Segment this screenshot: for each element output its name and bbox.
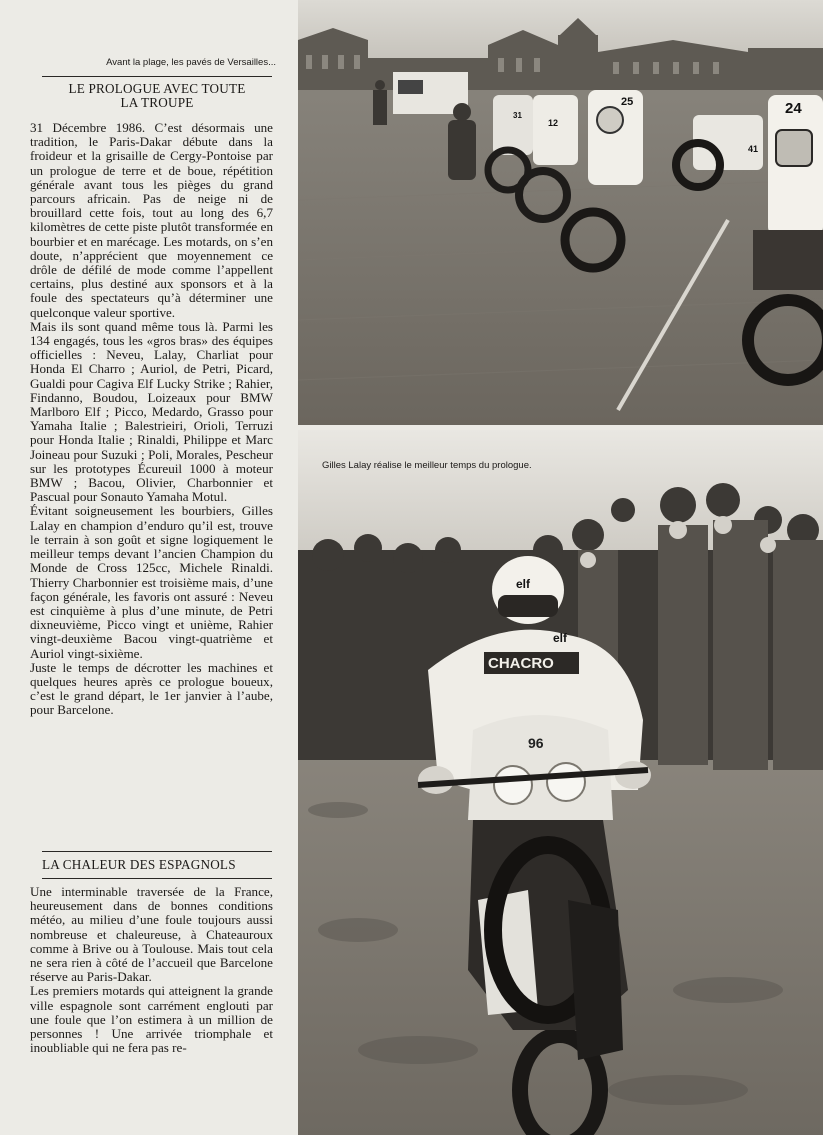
section2-rule-bottom — [42, 878, 272, 879]
sponsor-text: elf — [553, 631, 568, 645]
bib-number-25: 25 — [621, 96, 634, 108]
section1-paragraph-3: Évitant soigneusement les bourbiers, Gilles Lalay en champion d’enduro qu’il est, trouve le terrain à son goût et signe logiquement le meilleur temps devant l’ancien Champion du Monde de Cross 125cc, Michele Rinaldi. Thierry Charbonnier est troisième mais, d’une façon générale, les favoris ont assuré : Neveu est cinquième à plus d’une minute, de Petri dixneuvième, Picco vingt et unième, Rahier vingt-deuxième Bacou vingt-quatrième et Auriol vingt-sixième. — [30, 503, 273, 661]
bib-number-24: 24 — [785, 100, 802, 117]
section1-rule — [42, 76, 272, 77]
photo2-caption: Gilles Lalay réalise le meilleur temps du prologue. — [322, 460, 532, 471]
section1-paragraph-2: Mais ils sont quand même tous là. Parmi les 134 engagés, tous les «gros bras» des équipes officielles : Neveu, Lalay, Charliat pour Honda El Charro ; Auriol, de Petri, Picard, Gualdi pour Cagiva Elf Lucky Strike ; Rahier, Findanno, Boudou, Loizeaux pour BMW Marlboro Elf ; Picco, Medardo, Grasso pour Yamaha Italie ; Balestrieiri, Orioli, Terruzi pour Honda Italie ; Rinaldi, Philippe et Marc Joineau pour Suzuki ; Poli, Morales, Pescheur sur les prototypes Écureuil 1000 à moteur BMW ; Bacou, Olivier, Charbonnier et Pascual pour Sonauto Yamaha Motul. — [30, 318, 273, 505]
section1-paragraph-1: 31 Décembre 1986. C’est désormais une tradition, le Paris-Dakar débute dans la froideur et la grisaille de Cergy-Pontoise par un prologue de terre et de boue, répétition générale avant tous les pièges du grand parcours africain. Pas de neige ni de brouillard cette fois, tout au long des 6,7 kilomètres de cette piste plutôt transformée en bourbier et en marécage. Les motards, on s’en doute, n’apprécient que moyennement ce drôle de défilé de mode comme l’appellent certains, plus destiné aux sponsors et à la foule des spectateurs qu’à déterminer une quelconque valeur sportive. — [30, 120, 273, 320]
bib-number-41: 41 — [748, 144, 759, 154]
section2-paragraph-1: Une interminable traversée de la France, heureusement dans de bonnes conditions météo, au milieu d’une foule toujours aussi nombreuse et chaleureuse, à Chateauroux comme à Brive ou à Toulouse. Mais tout cela ne sera rien à côté de l’accueil que Barcelone réserve au Paris-Dakar. — [30, 884, 273, 985]
versailles-motorcycles-photo — [298, 0, 823, 425]
section2-body — [30, 885, 273, 1055]
section1-heading-line1: LE PROLOGUE AVEC TOUTE — [68, 81, 246, 96]
lalay-wheelie-photo — [298, 430, 823, 1135]
bib-number-12: 12 — [548, 118, 559, 128]
section1-heading — [42, 82, 272, 110]
bib-number-31: 31 — [513, 111, 522, 120]
section1-body — [30, 121, 273, 718]
text-column — [30, 0, 282, 1135]
bike-number: 96 — [528, 735, 544, 751]
jersey-text: CHACRO — [488, 655, 554, 672]
section1-heading-line2: LA TROUPE — [120, 95, 194, 110]
top-caption: Avant la plage, les pavés de Versailles... — [106, 57, 276, 68]
section2-paragraph-2: Les premiers motards qui atteignent la grande ville espagnole sont carrément englouti par une foule que l’on estimera à un million de personnes ! Une arrivée triomphale et inoubliable qui ne fera pas re- — [30, 983, 273, 1056]
section2-rule — [42, 851, 272, 852]
section2-heading: LA CHALEUR DES ESPAGNOLS — [42, 857, 236, 872]
helmet-text: elf — [516, 577, 531, 591]
section1-paragraph-4: Juste le temps de décrotter les machines et quelques heures après ce prologue boueux, c’est le grand départ, le 1er janvier à l’aube, pour Barcelone. — [30, 659, 273, 718]
